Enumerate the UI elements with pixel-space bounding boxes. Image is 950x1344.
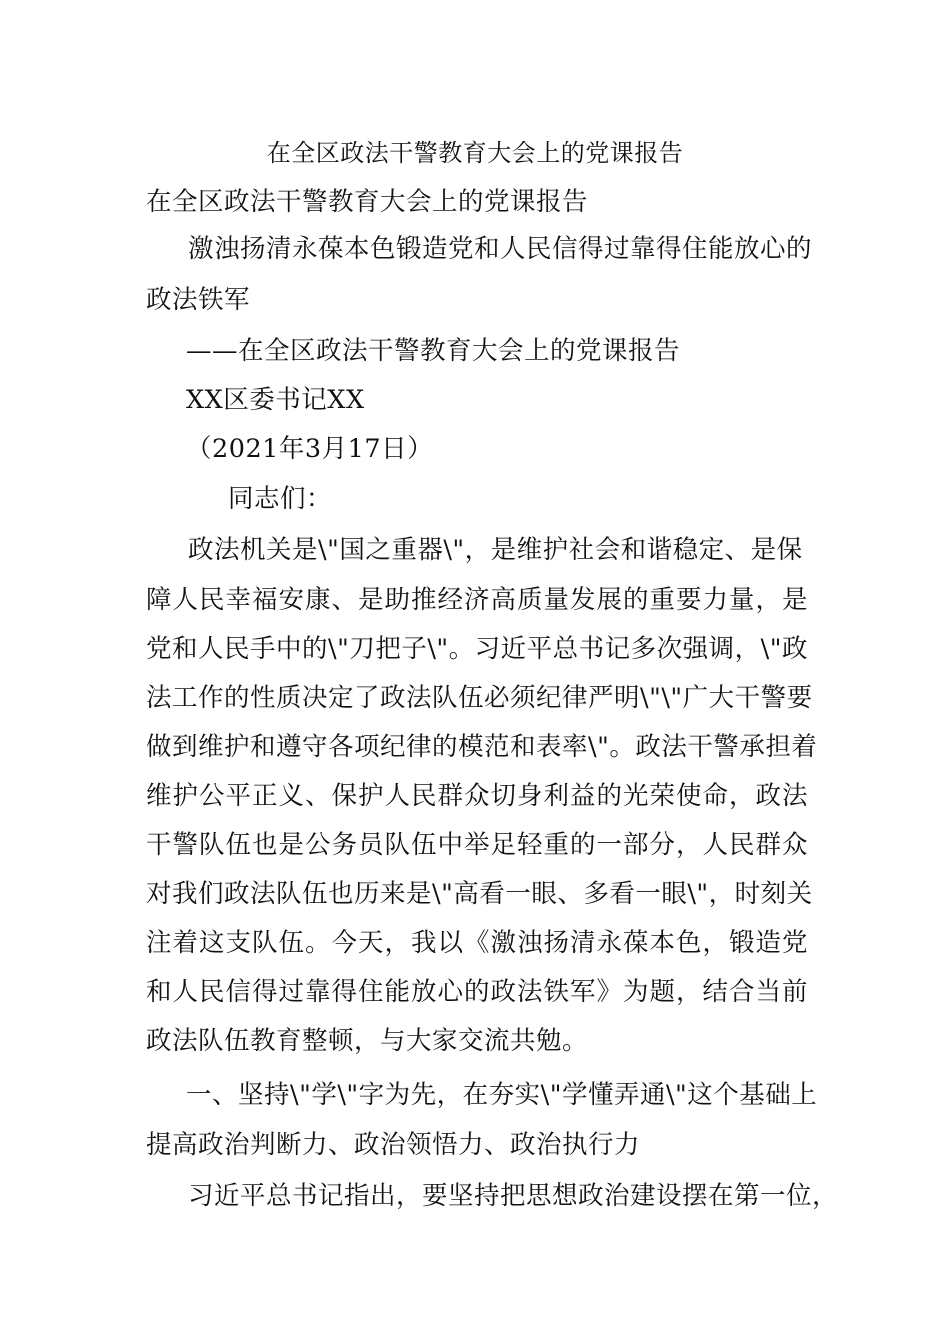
paragraph-line: 干警队伍也是公务员队伍中举足轻重的一部分，人民群众 xyxy=(146,830,808,860)
paragraph-line: 做到维护和遵守各项纪律的模范和表率\"。政法干警承担着 xyxy=(146,732,818,762)
subtitle-line: 在全区政法干警教育大会上的党课报告 xyxy=(146,187,589,217)
paragraph-line: 障人民幸福安康、是助推经济高质量发展的重要力量，是 xyxy=(146,585,808,615)
paragraph-line: 党和人民手中的\"刀把子\"。习近平总书记多次强调，\"政 xyxy=(146,634,808,664)
paragraph-line: 习近平总书记指出，要坚持把思想政治建设摆在第一位， xyxy=(188,1181,839,1211)
paragraph-line: 对我们政法队伍也历来是\"高看一眼、多看一眼\"，时刻关 xyxy=(146,879,813,909)
heading-subtitle: ——在全区政法干警教育大会上的党课报告 xyxy=(186,336,681,366)
date-line: （2021年3月17日） xyxy=(186,434,434,464)
page-title: 在全区政法干警教育大会上的党课报告 xyxy=(266,139,684,167)
section-heading-line-2: 提高政治判断力、政治领悟力、政治执行力 xyxy=(146,1130,641,1160)
section-heading-line-1: 一、坚持\"学\"字为先，在夯实\"学懂弄通\"这个基础上 xyxy=(186,1080,818,1110)
paragraph-line: 和人民信得过靠得住能放心的政法铁军》为题，结合当前 xyxy=(146,977,808,1007)
author-line: XX区委书记XX xyxy=(186,385,365,415)
paragraph-line: 法工作的性质决定了政法队伍必须纪律严明\"\"广大干警要 xyxy=(146,683,813,713)
heading-line-2: 政法铁军 xyxy=(146,285,251,315)
salutation: 同志们： xyxy=(228,484,333,514)
paragraph-line: 注着这支队伍。今天，我以《激浊扬清永葆本色，锻造党 xyxy=(146,928,808,958)
paragraph-line: 政法机关是\"国之重器\"，是维护社会和谐稳定、是保 xyxy=(188,535,803,565)
paragraph-line: 维护公平正义、保护人民群众切身利益的光荣使命，政法 xyxy=(146,781,808,811)
heading-line-1: 激浊扬清永葆本色锻造党和人民信得过靠得住能放心的 xyxy=(188,234,813,264)
paragraph-line: 政法队伍教育整顿，与大家交流共勉。 xyxy=(146,1026,589,1056)
